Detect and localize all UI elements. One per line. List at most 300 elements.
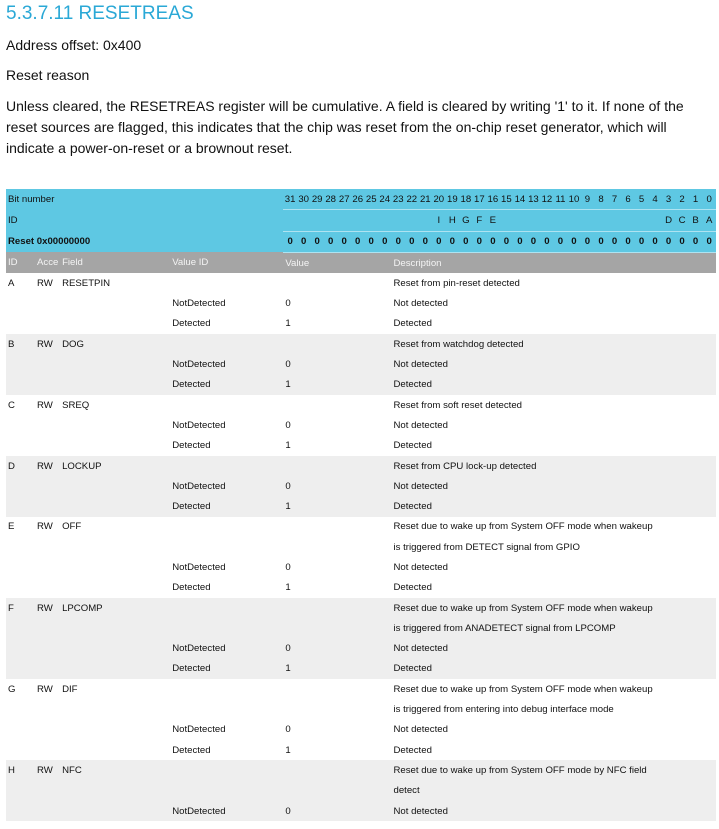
reset-value-cell: 0 — [594, 231, 608, 252]
value-row — [6, 436, 716, 456]
value-row — [6, 415, 716, 435]
value-id: NotDetected — [172, 643, 226, 655]
value — [283, 760, 391, 780]
field-access — [35, 720, 60, 740]
section-title: 5.3.7.11 RESETREAS — [6, 3, 194, 24]
field-name: OFF — [62, 521, 82, 533]
description: Detected — [393, 663, 432, 675]
value-row — [6, 639, 716, 659]
value-id: Detected — [172, 501, 211, 513]
field-row — [6, 395, 716, 415]
field-name — [60, 496, 170, 516]
value: 1 — [285, 501, 291, 513]
value: 0 — [285, 724, 291, 736]
description: is triggered from entering into debug interface mode — [393, 704, 614, 716]
field-access: RW — [37, 521, 53, 533]
value-id: Detected — [172, 318, 211, 330]
reset-value-cell: 0 — [581, 231, 595, 252]
field-id: F — [8, 602, 14, 614]
bit-id-cell — [392, 210, 406, 231]
reset-value-cell: 0 — [310, 231, 324, 252]
value-id: NotDetected — [172, 724, 226, 736]
bit-id-cell: H — [446, 210, 460, 231]
value-id — [170, 273, 283, 293]
value-id: NotDetected — [172, 561, 226, 573]
description: Reset due to wake up from System OFF mode when wakeup — [393, 521, 653, 533]
value-id: NotDetected — [172, 480, 226, 492]
bit-id-cell — [635, 210, 649, 231]
field-access: RW — [37, 277, 53, 289]
value-row — [6, 314, 716, 334]
bit-number-cell: 24 — [378, 189, 392, 210]
value: 0 — [285, 359, 291, 371]
field-row — [6, 760, 716, 780]
field-access — [35, 639, 60, 659]
value: 0 — [285, 805, 291, 817]
description: Detected — [393, 501, 432, 513]
field-id: E — [8, 521, 15, 533]
bit-id-label: ID — [8, 214, 18, 226]
reset-value-label: Reset 0x00000000 — [8, 236, 91, 248]
field-id — [6, 618, 35, 638]
value: 1 — [285, 744, 291, 756]
bit-id-cell: B — [689, 210, 703, 231]
description: Reset from pin-reset detected — [393, 277, 520, 289]
bit-id-cell — [527, 210, 541, 231]
field-id: G — [8, 683, 16, 695]
bit-number-cell: 3 — [662, 189, 676, 210]
value: 0 — [285, 419, 291, 431]
reset-value-cell: 0 — [297, 231, 311, 252]
bit-number-cell: 0 — [702, 189, 716, 210]
field-access — [35, 415, 60, 435]
field-access — [35, 618, 60, 638]
description: detect — [393, 785, 420, 797]
value: 0 — [285, 480, 291, 492]
field-id — [6, 720, 35, 740]
field-id — [6, 293, 35, 313]
field-name — [60, 781, 170, 801]
bit-number-cell: 2 — [675, 189, 689, 210]
reset-value-cell: 0 — [419, 231, 433, 252]
reset-value-cell: 0 — [473, 231, 487, 252]
bit-id-cell: G — [459, 210, 473, 231]
value-id: Detected — [172, 582, 211, 594]
value-row — [6, 720, 716, 740]
description: Reset from CPU lock-up detected — [393, 460, 537, 472]
field-id — [6, 639, 35, 659]
reset-value-cell: 0 — [527, 231, 541, 252]
value-id: NotDetected — [172, 298, 226, 310]
field-access — [35, 436, 60, 456]
field-row — [6, 537, 716, 557]
field-access: RW — [37, 683, 53, 695]
reset-value-cell: 0 — [378, 231, 392, 252]
value-id — [170, 760, 283, 780]
reset-value-cell: 0 — [608, 231, 622, 252]
field-row — [6, 781, 716, 801]
bit-id-cell — [324, 210, 338, 231]
bit-number-cell: 6 — [621, 189, 635, 210]
bit-number-cell: 8 — [594, 189, 608, 210]
description: Reset due to wake up from System OFF mode when wakeup — [393, 602, 653, 614]
column-field: Field — [62, 257, 83, 269]
value-row — [6, 578, 716, 598]
bit-number-cell: 23 — [392, 189, 406, 210]
field-name — [60, 659, 170, 679]
description: Reset from soft reset detected — [393, 399, 523, 411]
description: Reset due to wake up from System OFF mode when wakeup — [393, 683, 653, 695]
reset-value-cell: 0 — [702, 231, 716, 252]
field-id — [6, 781, 35, 801]
reset-value-cell: 0 — [446, 231, 460, 252]
value — [283, 537, 391, 557]
reset-value-cell: 0 — [662, 231, 676, 252]
bit-id-cell: A — [702, 210, 716, 231]
bit-id-cell — [500, 210, 514, 231]
description: Reset from watchdog detected — [393, 338, 524, 350]
value-row — [6, 801, 716, 821]
field-name: LPCOMP — [62, 602, 103, 614]
field-id: C — [8, 399, 15, 411]
field-name — [60, 740, 170, 760]
value-id — [170, 781, 283, 801]
field-name: DOG — [62, 338, 84, 350]
field-access — [35, 314, 60, 334]
field-id — [6, 578, 35, 598]
bit-id-cell — [567, 210, 581, 231]
bit-id-cell — [419, 210, 433, 231]
field-row — [6, 334, 716, 354]
bit-id-cell — [283, 210, 297, 231]
value-id: NotDetected — [172, 805, 226, 817]
description: Detected — [393, 379, 432, 391]
value-id: Detected — [172, 663, 211, 675]
description: Not detected — [393, 805, 448, 817]
bit-number-cell: 11 — [554, 189, 568, 210]
value-id — [170, 537, 283, 557]
value-id — [170, 517, 283, 537]
field-row — [6, 679, 716, 699]
bit-id-cell — [540, 210, 554, 231]
field-id — [6, 375, 35, 395]
bit-id-cell — [513, 210, 527, 231]
bit-number-cell: 10 — [567, 189, 581, 210]
field-id: A — [8, 277, 15, 289]
reset-value-cell: 0 — [567, 231, 581, 252]
bit-id-cell — [608, 210, 622, 231]
bit-number-cell: 30 — [297, 189, 311, 210]
value: 0 — [285, 298, 291, 310]
field-id — [6, 801, 35, 821]
description: is triggered from ANADETECT signal from LPCOMP — [393, 622, 616, 634]
reset-value-cell: 0 — [405, 231, 419, 252]
bit-number-cell: 12 — [540, 189, 554, 210]
value-id: NotDetected — [172, 359, 226, 371]
field-id — [6, 415, 35, 435]
bit-id-cell — [594, 210, 608, 231]
field-name — [60, 415, 170, 435]
field-name: SREQ — [62, 399, 90, 411]
bit-id-cell: E — [486, 210, 500, 231]
bit-number-cell: 29 — [310, 189, 324, 210]
value-row — [6, 354, 716, 374]
value-row — [6, 476, 716, 496]
value — [283, 679, 391, 699]
value-id — [170, 456, 283, 476]
bit-number-cell: 27 — [337, 189, 351, 210]
bit-number-cell: 20 — [432, 189, 446, 210]
field-name — [60, 537, 170, 557]
reset-value-cell: 0 — [364, 231, 378, 252]
register-description: Unless cleared, the RESETREAS register will be cumulative. A field is cleared by writing '1' to it. If none of the reset sources are flagged, this indicates that the chip was reset from the on-chip reset generator, which will indicate a power-on-reset or a brownout reset. — [6, 98, 684, 156]
bit-id-cell — [364, 210, 378, 231]
field-access — [35, 476, 60, 496]
field-access — [35, 740, 60, 760]
value-id: Detected — [172, 440, 211, 452]
reset-value-cell: 0 — [351, 231, 365, 252]
field-id — [6, 537, 35, 557]
reset-value-cell: 0 — [689, 231, 703, 252]
field-access: RW — [37, 399, 53, 411]
field-id — [6, 496, 35, 516]
bit-number-cell: 19 — [446, 189, 460, 210]
field-id: B — [8, 338, 15, 350]
bit-id-cell: I — [432, 210, 446, 231]
reset-value-cell: 0 — [540, 231, 554, 252]
field-id: D — [8, 460, 15, 472]
description: Detected — [393, 582, 432, 594]
bit-number-cell: 13 — [527, 189, 541, 210]
field-name — [60, 314, 170, 334]
description: Detected — [393, 440, 432, 452]
reset-value-row — [6, 231, 716, 252]
field-name — [60, 375, 170, 395]
bit-id-cell: F — [473, 210, 487, 231]
bit-number-cell: 26 — [351, 189, 365, 210]
field-access: RW — [37, 460, 53, 472]
reset-value-cell: 0 — [486, 231, 500, 252]
value: 1 — [285, 663, 291, 675]
field-id — [6, 354, 35, 374]
reset-value-cell: 0 — [324, 231, 338, 252]
bit-number-cell: 22 — [405, 189, 419, 210]
description: Reset due to wake up from System OFF mode by NFC field — [393, 764, 647, 776]
field-access — [35, 293, 60, 313]
field-access — [35, 781, 60, 801]
field-access — [35, 354, 60, 374]
reset-value-cell: 0 — [675, 231, 689, 252]
field-name: LOCKUP — [62, 460, 102, 472]
bit-id-cell — [581, 210, 595, 231]
value-id — [170, 699, 283, 719]
value — [283, 395, 391, 415]
field-name — [60, 618, 170, 638]
bit-id-cell: C — [675, 210, 689, 231]
bit-id-cell — [648, 210, 662, 231]
description: Not detected — [393, 724, 448, 736]
field-id — [6, 436, 35, 456]
field-name — [60, 639, 170, 659]
description: is triggered from DETECT signal from GPIO — [393, 541, 580, 553]
value — [283, 456, 391, 476]
description: Detected — [393, 318, 432, 330]
value — [283, 699, 391, 719]
bit-id-cell — [351, 210, 365, 231]
field-name — [60, 699, 170, 719]
field-access — [35, 699, 60, 719]
bit-number-cell: 21 — [419, 189, 433, 210]
value: 1 — [285, 318, 291, 330]
register-table — [6, 189, 716, 821]
bit-id-cell — [297, 210, 311, 231]
column-acce: Acce — [37, 257, 59, 269]
bit-id-cell — [554, 210, 568, 231]
value-row — [6, 557, 716, 577]
field-id — [6, 659, 35, 679]
bit-number-cell: 9 — [581, 189, 595, 210]
reset-value-cell: 0 — [392, 231, 406, 252]
field-name: DIF — [62, 683, 78, 695]
reset-value-cell: 0 — [513, 231, 527, 252]
field-id — [6, 314, 35, 334]
description: Not detected — [393, 298, 448, 310]
value: 1 — [285, 379, 291, 391]
column-header — [6, 252, 716, 273]
value — [283, 781, 391, 801]
value-id: NotDetected — [172, 419, 226, 431]
field-name: NFC — [62, 764, 82, 776]
value-id — [170, 598, 283, 618]
bit-number-cell: 17 — [473, 189, 487, 210]
field-access — [35, 659, 60, 679]
description: Detected — [393, 744, 432, 756]
field-name — [60, 557, 170, 577]
reset-value-cell: 0 — [648, 231, 662, 252]
bit-id-cell — [310, 210, 324, 231]
field-name — [60, 354, 170, 374]
description: Not detected — [393, 480, 448, 492]
reset-value-cell: 0 — [621, 231, 635, 252]
value-row — [6, 740, 716, 760]
field-row — [6, 456, 716, 476]
bit-number-cell: 15 — [500, 189, 514, 210]
bit-id-cell — [337, 210, 351, 231]
description: Not detected — [393, 643, 448, 655]
field-row — [6, 517, 716, 537]
field-name: RESETPIN — [62, 277, 111, 289]
reset-value-cell: 0 — [459, 231, 473, 252]
value-row — [6, 496, 716, 516]
field-access — [35, 578, 60, 598]
field-access — [35, 537, 60, 557]
field-row — [6, 273, 716, 293]
reset-value-cell: 0 — [337, 231, 351, 252]
value-id — [170, 334, 283, 354]
value: 1 — [285, 582, 291, 594]
bit-id-row — [6, 210, 716, 231]
bit-number-cell: 28 — [324, 189, 338, 210]
field-row — [6, 618, 716, 638]
field-access: RW — [37, 338, 53, 350]
value-id: Detected — [172, 744, 211, 756]
column-value: Value — [285, 257, 310, 269]
bit-number-cell: 25 — [364, 189, 378, 210]
description: Not detected — [393, 419, 448, 431]
field-access: RW — [37, 764, 53, 776]
value-row — [6, 375, 716, 395]
bit-id-cell: D — [662, 210, 676, 231]
field-name — [60, 476, 170, 496]
bit-number-cell: 31 — [283, 189, 297, 210]
register-summary: Reset reason — [6, 67, 90, 83]
value: 0 — [285, 643, 291, 655]
field-id: H — [8, 764, 15, 776]
address-offset: Address offset: 0x400 — [6, 37, 142, 53]
field-id — [6, 740, 35, 760]
field-name — [60, 578, 170, 598]
value — [283, 618, 391, 638]
reset-value-cell: 0 — [283, 231, 297, 252]
bit-id-cell — [621, 210, 635, 231]
description: Not detected — [393, 359, 448, 371]
column-value-id: Value ID — [172, 257, 209, 269]
value — [283, 598, 391, 618]
column-description: Description — [393, 257, 442, 269]
bit-number-cell: 16 — [486, 189, 500, 210]
bit-number-cell: 7 — [608, 189, 622, 210]
reset-value-cell: 0 — [432, 231, 446, 252]
field-name — [60, 801, 170, 821]
bit-number-cell: 18 — [459, 189, 473, 210]
field-access — [35, 375, 60, 395]
field-name — [60, 436, 170, 456]
value — [283, 273, 391, 293]
field-access — [35, 496, 60, 516]
value — [283, 517, 391, 537]
bit-number-cell: 14 — [513, 189, 527, 210]
field-row — [6, 699, 716, 719]
value-id: Detected — [172, 379, 211, 391]
value: 0 — [285, 561, 291, 573]
field-id — [6, 699, 35, 719]
value: 1 — [285, 440, 291, 452]
reset-value-cell: 0 — [554, 231, 568, 252]
field-access — [35, 801, 60, 821]
field-name — [60, 720, 170, 740]
bit-number-cell: 1 — [689, 189, 703, 210]
value-id — [170, 395, 283, 415]
reset-value-cell: 0 — [635, 231, 649, 252]
value-row — [6, 293, 716, 313]
bit-number-cell: 5 — [635, 189, 649, 210]
field-row — [6, 598, 716, 618]
bit-number-label: Bit number — [8, 193, 55, 205]
column-id: ID — [8, 257, 18, 269]
bit-id-cell — [378, 210, 392, 231]
bit-number-cell: 4 — [648, 189, 662, 210]
field-id — [6, 557, 35, 577]
field-id — [6, 476, 35, 496]
field-access — [35, 557, 60, 577]
value-id — [170, 679, 283, 699]
field-name — [60, 293, 170, 313]
value — [283, 334, 391, 354]
bit-id-cell — [405, 210, 419, 231]
reset-value-cell: 0 — [500, 231, 514, 252]
field-access: RW — [37, 602, 53, 614]
description: Not detected — [393, 561, 448, 573]
